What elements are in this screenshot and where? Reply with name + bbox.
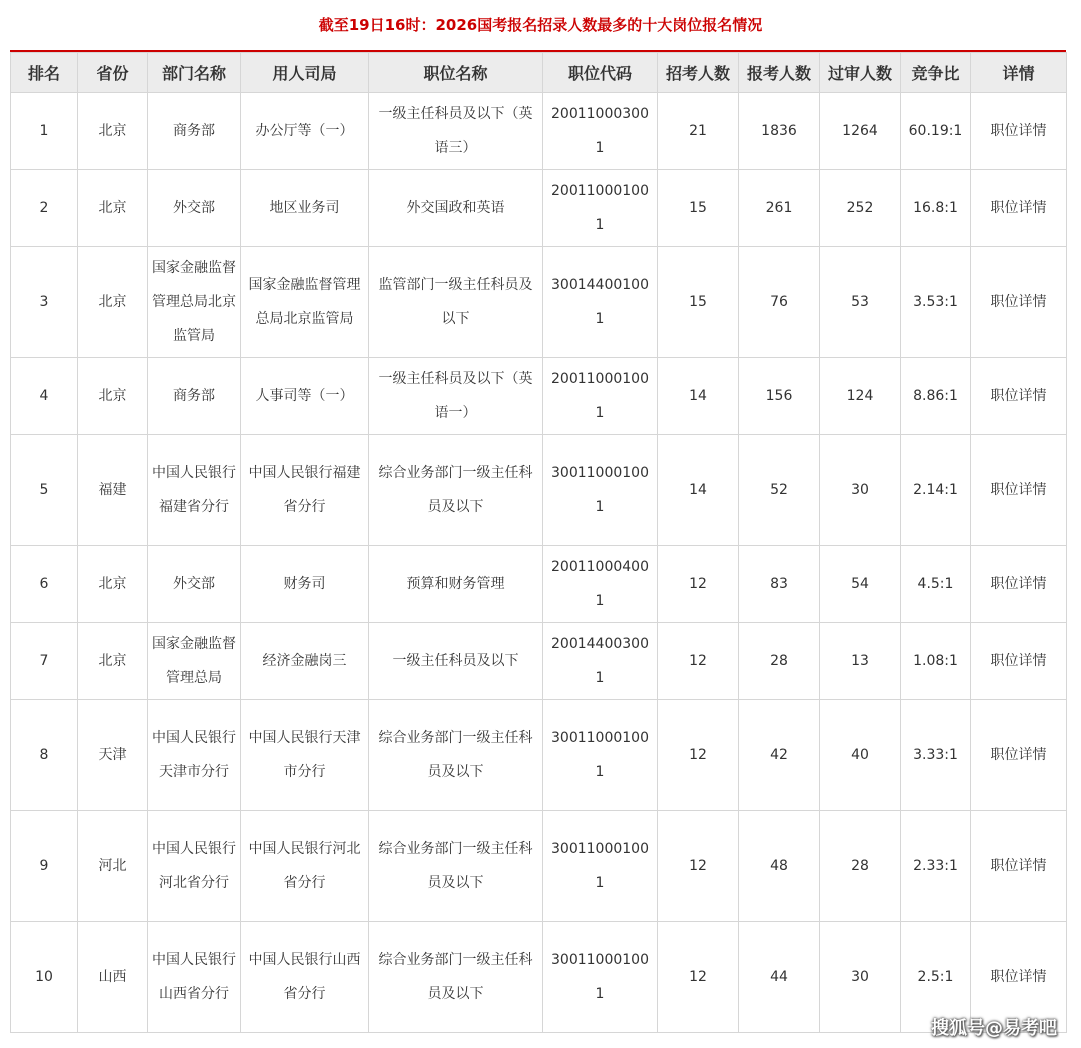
cell-approved: 13 xyxy=(820,623,901,700)
cell-position: 综合业务部门一级主任科员及以下 xyxy=(369,811,543,922)
cell-province: 北京 xyxy=(78,247,148,358)
cell-province: 天津 xyxy=(78,700,148,811)
cell-position: 综合业务部门一级主任科员及以下 xyxy=(369,922,543,1033)
cell-position: 一级主任科员及以下（英语一） xyxy=(369,358,543,435)
detail-link[interactable]: 职位详情 xyxy=(971,623,1067,700)
header-department: 部门名称 xyxy=(148,53,241,93)
cell-province: 福建 xyxy=(78,435,148,546)
cell-rank: 6 xyxy=(11,546,78,623)
cell-bureau: 地区业务司 xyxy=(241,170,369,247)
cell-province: 北京 xyxy=(78,170,148,247)
cell-applied: 261 xyxy=(739,170,820,247)
cell-bureau: 中国人民银行福建省分行 xyxy=(241,435,369,546)
cell-province: 北京 xyxy=(78,358,148,435)
cell-province: 北京 xyxy=(78,93,148,170)
table-header-row xyxy=(11,53,1067,93)
cell-position: 综合业务部门一级主任科员及以下 xyxy=(369,435,543,546)
header-position: 职位名称 xyxy=(369,53,543,93)
cell-bureau: 办公厅等（一） xyxy=(241,93,369,170)
cell-approved: 40 xyxy=(820,700,901,811)
cell-bureau: 中国人民银行河北省分行 xyxy=(241,811,369,922)
cell-department: 中国人民银行天津市分行 xyxy=(148,700,241,811)
cell-department: 国家金融监督管理总局 xyxy=(148,623,241,700)
cell-position: 预算和财务管理 xyxy=(369,546,543,623)
ranking-table xyxy=(10,52,1067,1033)
cell-quota: 15 xyxy=(658,170,739,247)
cell-applied: 52 xyxy=(739,435,820,546)
cell-approved: 53 xyxy=(820,247,901,358)
detail-link[interactable]: 职位详情 xyxy=(971,170,1067,247)
header-applied: 报考人数 xyxy=(739,53,820,93)
cell-position: 一级主任科员及以下（英语三） xyxy=(369,93,543,170)
cell-rank: 9 xyxy=(11,811,78,922)
cell-ratio: 1.08:1 xyxy=(901,623,971,700)
header-bureau: 用人司局 xyxy=(241,53,369,93)
cell-department: 商务部 xyxy=(148,93,241,170)
cell-applied: 28 xyxy=(739,623,820,700)
cell-quota: 14 xyxy=(658,358,739,435)
cell-applied: 83 xyxy=(739,546,820,623)
cell-department: 中国人民银行福建省分行 xyxy=(148,435,241,546)
cell-code: 200144003001 xyxy=(543,623,658,700)
cell-approved: 30 xyxy=(820,922,901,1033)
cell-quota: 12 xyxy=(658,922,739,1033)
cell-province: 河北 xyxy=(78,811,148,922)
header-ratio: 竞争比 xyxy=(901,53,971,93)
cell-position: 一级主任科员及以下 xyxy=(369,623,543,700)
cell-ratio: 60.19:1 xyxy=(901,93,971,170)
cell-rank: 10 xyxy=(11,922,78,1033)
cell-quota: 12 xyxy=(658,546,739,623)
detail-link[interactable]: 职位详情 xyxy=(971,247,1067,358)
detail-link[interactable]: 职位详情 xyxy=(971,811,1067,922)
header-rank: 排名 xyxy=(11,53,78,93)
cell-code: 300110001001 xyxy=(543,700,658,811)
cell-rank: 1 xyxy=(11,93,78,170)
detail-link[interactable]: 职位详情 xyxy=(971,435,1067,546)
cell-bureau: 中国人民银行天津市分行 xyxy=(241,700,369,811)
cell-code: 200110001001 xyxy=(543,170,658,247)
cell-applied: 44 xyxy=(739,922,820,1033)
header-code: 职位代码 xyxy=(543,53,658,93)
cell-ratio: 2.33:1 xyxy=(901,811,971,922)
cell-department: 中国人民银行河北省分行 xyxy=(148,811,241,922)
table-row xyxy=(11,546,1067,623)
table-row xyxy=(11,170,1067,247)
cell-position: 外交国政和英语 xyxy=(369,170,543,247)
cell-rank: 7 xyxy=(11,623,78,700)
detail-link[interactable]: 职位详情 xyxy=(971,93,1067,170)
detail-link[interactable]: 职位详情 xyxy=(971,922,1067,1033)
cell-applied: 42 xyxy=(739,700,820,811)
cell-rank: 2 xyxy=(11,170,78,247)
cell-applied: 76 xyxy=(739,247,820,358)
table-row xyxy=(11,623,1067,700)
cell-bureau: 中国人民银行山西省分行 xyxy=(241,922,369,1033)
header-province: 省份 xyxy=(78,53,148,93)
cell-quota: 15 xyxy=(658,247,739,358)
header-detail: 详情 xyxy=(971,53,1067,93)
cell-quota: 14 xyxy=(658,435,739,546)
cell-code: 300110001001 xyxy=(543,435,658,546)
cell-province: 北京 xyxy=(78,546,148,623)
cell-rank: 8 xyxy=(11,700,78,811)
cell-code: 300110001001 xyxy=(543,922,658,1033)
detail-link[interactable]: 职位详情 xyxy=(971,358,1067,435)
cell-position: 综合业务部门一级主任科员及以下 xyxy=(369,700,543,811)
cell-approved: 30 xyxy=(820,435,901,546)
cell-quota: 21 xyxy=(658,93,739,170)
table-row xyxy=(11,435,1067,546)
cell-position: 监管部门一级主任科员及以下 xyxy=(369,247,543,358)
cell-approved: 54 xyxy=(820,546,901,623)
cell-rank: 4 xyxy=(11,358,78,435)
cell-bureau: 国家金融监督管理总局北京监管局 xyxy=(241,247,369,358)
cell-ratio: 8.86:1 xyxy=(901,358,971,435)
cell-department: 外交部 xyxy=(148,546,241,623)
table-row xyxy=(11,247,1067,358)
table-row xyxy=(11,811,1067,922)
cell-ratio: 3.53:1 xyxy=(901,247,971,358)
cell-province: 北京 xyxy=(78,623,148,700)
watermark: 搜狐号@易考吧 xyxy=(931,1018,1057,1039)
table-row xyxy=(11,700,1067,811)
cell-bureau: 财务司 xyxy=(241,546,369,623)
cell-bureau: 经济金融岗三 xyxy=(241,623,369,700)
cell-province: 山西 xyxy=(78,922,148,1033)
cell-code: 300110001001 xyxy=(543,811,658,922)
cell-ratio: 16.8:1 xyxy=(901,170,971,247)
header-approved: 过审人数 xyxy=(820,53,901,93)
cell-quota: 12 xyxy=(658,623,739,700)
cell-ratio: 2.5:1 xyxy=(901,922,971,1033)
cell-applied: 1836 xyxy=(739,93,820,170)
cell-applied: 156 xyxy=(739,358,820,435)
cell-quota: 12 xyxy=(658,700,739,811)
cell-approved: 1264 xyxy=(820,93,901,170)
table-row xyxy=(11,93,1067,170)
cell-bureau: 人事司等（一） xyxy=(241,358,369,435)
cell-approved: 252 xyxy=(820,170,901,247)
cell-department: 国家金融监督管理总局北京监管局 xyxy=(148,247,241,358)
cell-department: 外交部 xyxy=(148,170,241,247)
cell-code: 200110003001 xyxy=(543,93,658,170)
cell-rank: 3 xyxy=(11,247,78,358)
cell-code: 200110001001 xyxy=(543,358,658,435)
detail-link[interactable]: 职位详情 xyxy=(971,700,1067,811)
page-title: 截至19日16时：2026国考报名招录人数最多的十大岗位报名情况 xyxy=(318,16,763,34)
detail-link[interactable]: 职位详情 xyxy=(971,546,1067,623)
cell-code: 300144001001 xyxy=(543,247,658,358)
cell-approved: 28 xyxy=(820,811,901,922)
table-row xyxy=(11,922,1067,1033)
cell-rank: 5 xyxy=(11,435,78,546)
cell-department: 中国人民银行山西省分行 xyxy=(148,922,241,1033)
cell-applied: 48 xyxy=(739,811,820,922)
cell-ratio: 2.14:1 xyxy=(901,435,971,546)
header-quota: 招考人数 xyxy=(658,53,739,93)
cell-quota: 12 xyxy=(658,811,739,922)
cell-ratio: 4.5:1 xyxy=(901,546,971,623)
cell-approved: 124 xyxy=(820,358,901,435)
cell-ratio: 3.33:1 xyxy=(901,700,971,811)
table-row xyxy=(11,358,1067,435)
cell-code: 200110004001 xyxy=(543,546,658,623)
cell-department: 商务部 xyxy=(148,358,241,435)
